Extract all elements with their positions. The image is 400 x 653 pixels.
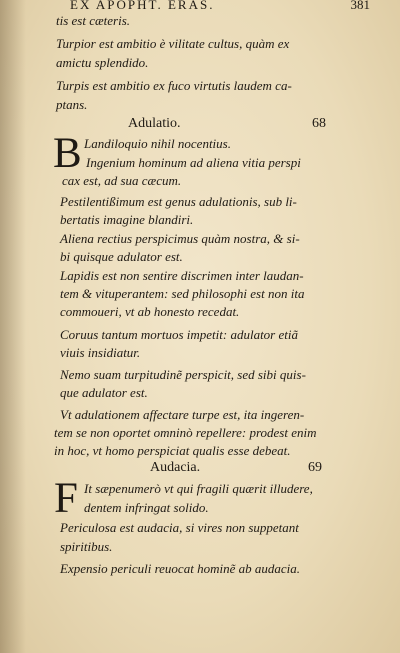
- section-heading: Audacia.: [150, 460, 201, 475]
- text-line: Turpis est ambitio ex fuco virtutis laudem ca-: [56, 78, 292, 93]
- text-line: Pestilentißimum est genus adulationis, sub li-: [60, 194, 297, 209]
- text-line: bi quisque adulator est.: [60, 249, 183, 264]
- drop-cap: F: [54, 475, 78, 522]
- text-line: Landiloquio nihil nocentius.: [84, 136, 231, 151]
- gutter-shadow: [0, 0, 26, 653]
- text-line: tem & vituperantem: sed philosophi est non ita: [60, 286, 305, 301]
- text-line: tis est cæteris.: [56, 13, 131, 28]
- text-line: Periculosa est audacia, si vires non suppetant: [60, 520, 299, 535]
- running-head: EX APOPHT. ERAS.: [70, 0, 215, 12]
- text-line: cax est, ad sua cæcum.: [62, 173, 182, 188]
- text-line: Ingenium hominum ad aliena vitia perspi: [86, 155, 301, 170]
- text-line: Turpior est ambitio è vilitate cultus, quàm ex: [56, 36, 290, 51]
- text-line: Lapidis est non sentire discrimen inter laudan-: [60, 268, 304, 283]
- text-line: Vt adulationem affectare turpe est, ita ingeren-: [60, 407, 305, 422]
- folio-number: 381: [350, 0, 370, 12]
- text-line: bertatis imagine blandiri.: [60, 212, 194, 227]
- text-line: dentem infringat solido.: [84, 500, 209, 515]
- text-line: ptans.: [56, 97, 88, 112]
- text-line: spiritibus.: [60, 539, 113, 554]
- section-number: 69: [308, 460, 322, 475]
- text-line: Nemo suam turpitudinẽ perspicit, sed sibi quis-: [60, 367, 306, 382]
- drop-cap: B: [53, 130, 82, 177]
- text-line: tem se non oportet omninò repellere: prodest enim: [54, 425, 317, 440]
- text-line: amictu splendido.: [56, 55, 149, 70]
- text-line: Coruus tantum mortuos impetit: adulator etiã: [60, 327, 298, 342]
- text-line: viuis insidiatur.: [60, 345, 141, 360]
- text-line: Aliena rectius perspicimus quàm nostra, & si-: [60, 231, 300, 246]
- section-number: 68: [312, 116, 326, 131]
- text-line: que adulator est.: [60, 385, 148, 400]
- text-line: commoueri, vt ab honesto recedat.: [60, 304, 240, 319]
- text-line: in hoc, vt homo perspiciat qualis esse debeat.: [54, 443, 291, 458]
- text-line: Expensio periculi reuocat hominẽ ab audacia.: [60, 561, 300, 576]
- text-line: It sæpenumerò vt qui fragili quærit illudere,: [84, 481, 313, 496]
- section-heading: Adulatio.: [128, 116, 181, 131]
